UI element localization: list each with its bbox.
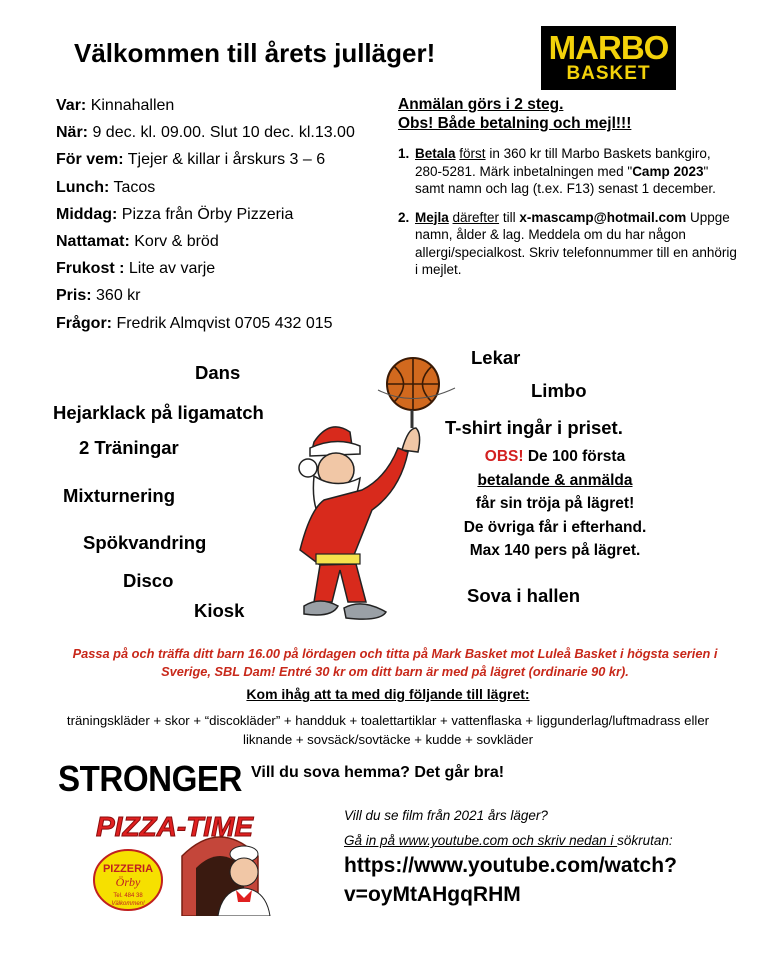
page-title: Välkommen till årets julläger! — [74, 38, 436, 68]
camp-info-list — [56, 94, 355, 339]
logo-line1: MARBO — [548, 29, 669, 66]
activity-spokvandring: Spökvandring — [83, 532, 207, 553]
packing-heading: Kom ihåg att ta med dig följande till lägret: — [246, 686, 530, 702]
info-row-nattamat: Nattamat: Korv & bröd — [56, 232, 219, 250]
svg-text:Örby: Örby — [115, 875, 141, 889]
obs-label: OBS! — [484, 448, 524, 465]
info-row-pris: Pris: 360 kr — [56, 287, 141, 305]
stronger-sponsor-logo: STRONGER — [58, 758, 243, 799]
packing-list: träningskläder + skor + “discokläder” + handduk + toalettartiklar + vattenflaska + liggunderlag/luftmadrass eller liknande + sovsäck/sovtäcke + kudde + sovkläder — [66, 713, 710, 747]
registration-heading-2: Obs! Både betalning och mejl!!! — [398, 115, 632, 132]
activity-hejarklack: Hejarklack på ligamatch — [53, 402, 264, 423]
youtube-url[interactable]: https://www.youtube.com/watch? v=oyMtAHgqRHM — [344, 854, 677, 906]
activity-traningar: 2 Träningar — [79, 437, 179, 458]
activity-sova: Sova i hallen — [467, 585, 581, 606]
svg-text:PIZZERIA: PIZZERIA — [102, 863, 154, 875]
marbo-basket-logo — [541, 26, 676, 90]
registration-step-2: 2. Mejla därefter till x-mascamp@hotmail.com Uppge namn, ålder & lag. Meddela om du har någon allergi/specialkost. Skriv telefonnummer till en anhörig i mejlet. — [398, 209, 737, 277]
info-row-nar: När: 9 dec. kl. 09.00. Slut 10 dec. kl.13.00 — [56, 124, 355, 142]
info-row-fragor: Frågor: Fredrik Almqvist 0705 432 015 — [56, 314, 333, 332]
activity-disco: Disco — [123, 570, 174, 591]
info-row-var: Var: Kinnahallen — [56, 97, 175, 114]
match-notice: Passa på och träffa ditt barn 16.00 på lördagen och titta på Mark Basket mot Luleå Basket i högsta serien i Sverige, SBL Dam! Entré 30 kr om ditt barn är med på lägret (ordinarie 90 kr). — [72, 646, 718, 679]
pizza-time-wordmark: PIZZA-TIME — [96, 811, 254, 842]
santa-basketball-illustration — [290, 350, 460, 630]
activity-mixturnering: Mixturnering — [63, 485, 176, 506]
film-question: Vill du se film från 2021 års läger? — [344, 808, 548, 823]
svg-text:Välkommen!: Välkommen! — [111, 901, 145, 907]
activity-dans: Dans — [195, 362, 241, 383]
svg-text:Tel. 484 38: Tel. 484 38 — [113, 893, 143, 899]
activity-lekar: Lekar — [471, 347, 521, 368]
info-row-middag: Middag: Pizza från Örby Pizzeria — [56, 205, 294, 223]
logo-line2: BASKET — [566, 63, 651, 84]
info-row-lunch: Lunch: Tacos — [56, 178, 156, 196]
activity-kiosk: Kiosk — [194, 600, 245, 621]
basketball-icon — [378, 358, 455, 410]
tshirt-text: T-shirt ingår i priset. — [445, 417, 623, 438]
registration-box — [398, 95, 738, 290]
sleep-home-text: Vill du sova hemma? Det går bra! — [251, 764, 505, 781]
email-address: x-mascamp@hotmail.com — [519, 209, 687, 225]
registration-step-1: 1. Betala först in 360 kr till Marbo Baskets bankgiro, 280-5281. Märk inbetalningen med "Camp 2023" samt namn och lag (t.ex. F13) senast 1 december. — [398, 146, 716, 196]
activity-limbo: Limbo — [531, 380, 587, 401]
obs-block: OBS! De 100 första betalande & anmälda får sin tröja på lägret! De övriga får i efterhand. Max 140 pers på lägret. — [463, 448, 647, 559]
info-row-for-vem: För vem: Tjejer & killar i årskurs 3 – 6 — [56, 151, 326, 169]
registration-steps — [398, 145, 738, 279]
pizza-time-sponsor-logo — [92, 806, 292, 916]
registration-heading-1: Anmälan görs i 2 steg. — [398, 96, 564, 113]
info-row-frukost: Frukost : Lite av varje — [56, 260, 216, 278]
film-instruction: Gå in på www.youtube.com och skriv nedan i sökrutan: — [344, 833, 673, 848]
